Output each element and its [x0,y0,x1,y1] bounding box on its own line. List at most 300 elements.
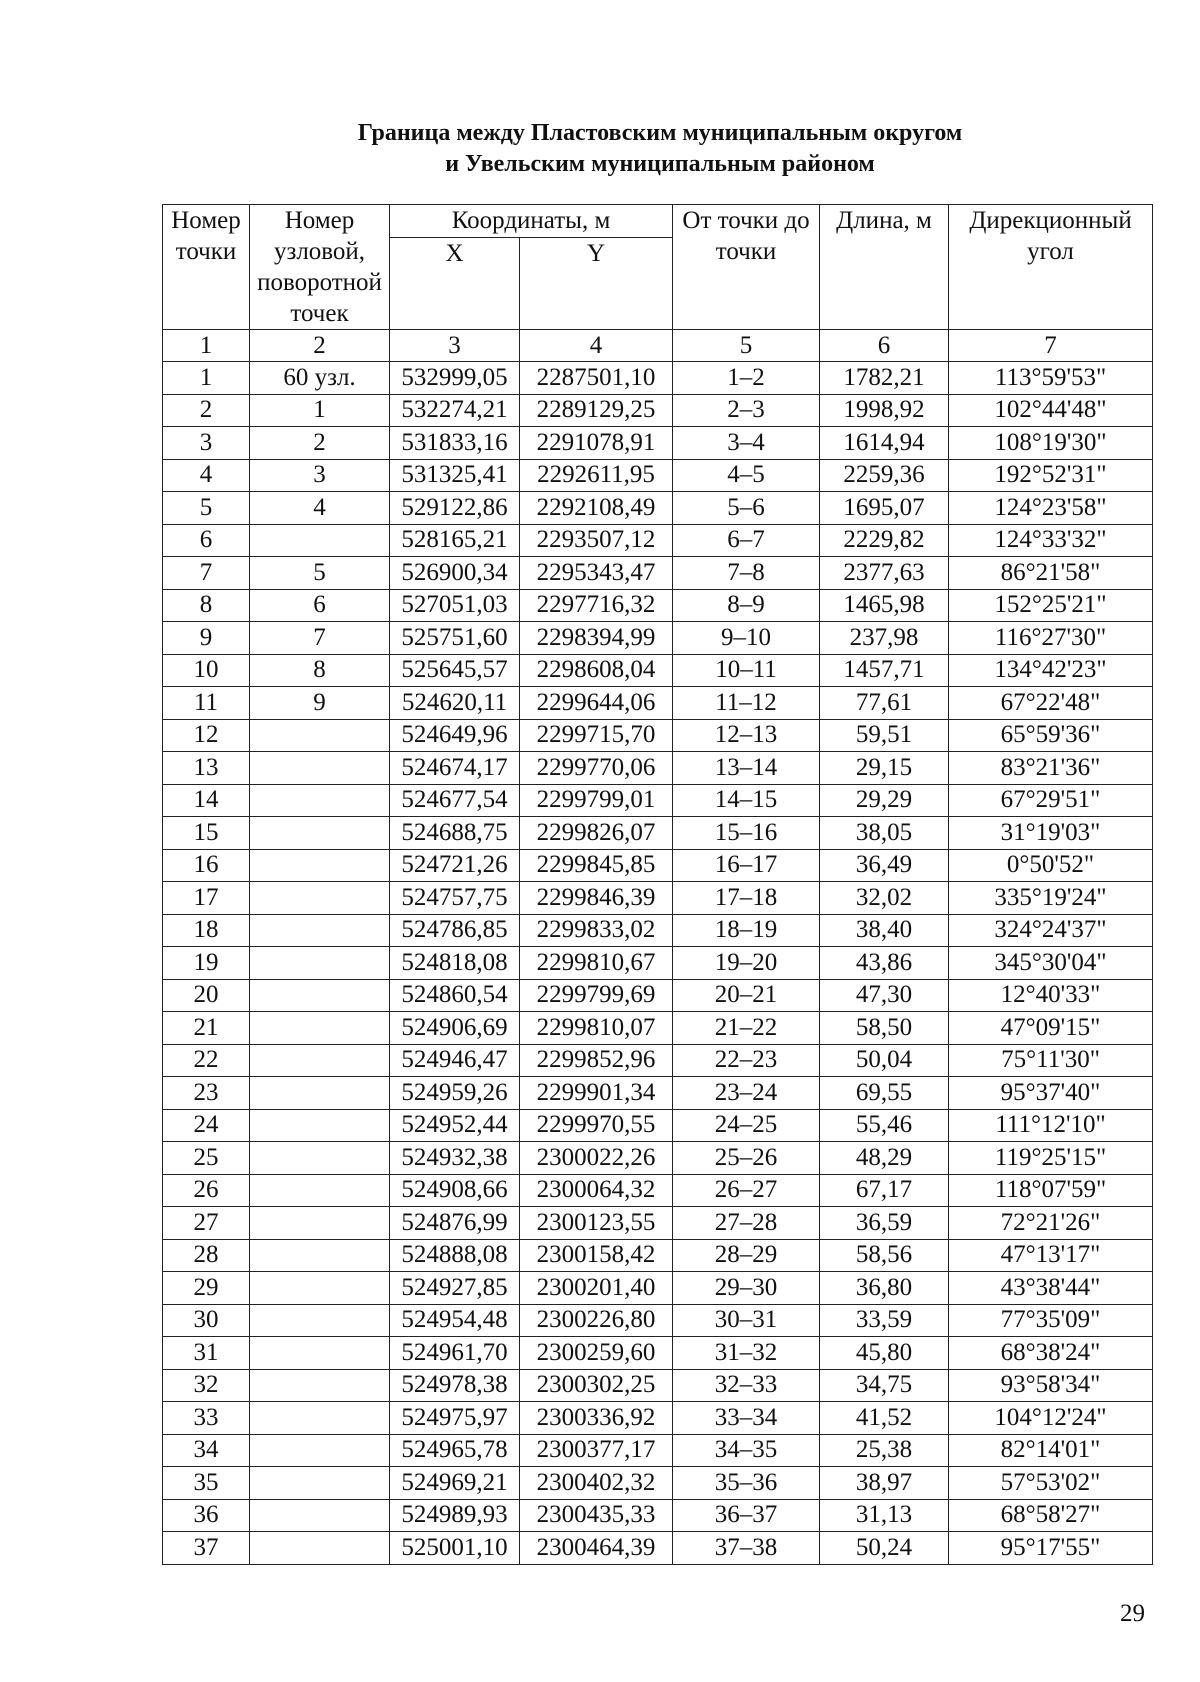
cell-from-to: 1–2 [673,362,820,395]
table-row [163,362,1153,395]
cell-point-number: 17 [163,882,250,915]
page-number: 29 [1120,1600,1145,1627]
cell-y: 2299810,67 [520,947,673,980]
table-row [163,622,1153,655]
cell-from-to: 26–27 [673,1174,820,1207]
cell-angle: 118°07'59" [949,1174,1153,1207]
cell-from-to: 17–18 [673,882,820,915]
cell-length: 69,55 [820,1077,949,1110]
cell-y: 2289129,25 [520,394,673,427]
cell-x: 528165,21 [390,524,520,557]
cell-node-number: 3 [250,459,390,492]
cell-x: 524757,75 [390,882,520,915]
cell-from-to: 8–9 [673,589,820,622]
cell-x: 525001,10 [390,1532,520,1565]
cell-length: 58,56 [820,1239,949,1272]
document-title [160,118,1160,180]
cell-node-number [250,1467,390,1500]
cell-y: 2299644,06 [520,687,673,720]
cell-length: 34,75 [820,1369,949,1402]
table-row [163,492,1153,525]
cell-angle: 124°33'32" [949,524,1153,557]
cell-angle: 86°21'58" [949,557,1153,590]
cell-point-number: 18 [163,914,250,947]
table-header [163,205,1153,362]
cell-from-to: 7–8 [673,557,820,590]
cell-from-to: 23–24 [673,1077,820,1110]
cell-from-to: 11–12 [673,687,820,720]
cell-from-to: 31–32 [673,1337,820,1370]
cell-from-to: 13–14 [673,752,820,785]
table-row [163,947,1153,980]
cell-y: 2299715,70 [520,719,673,752]
cell-point-number: 12 [163,719,250,752]
cell-node-number [250,979,390,1012]
coordinates-table [162,204,1153,1565]
cell-x: 524818,08 [390,947,520,980]
cell-angle: 116°27'30" [949,622,1153,655]
cell-angle: 67°22'48" [949,687,1153,720]
cell-angle: 83°21'36" [949,752,1153,785]
cell-angle: 102°44'48" [949,394,1153,427]
cell-from-to: 29–30 [673,1272,820,1305]
cell-from-to: 24–25 [673,1109,820,1142]
cell-angle: 335°19'24" [949,882,1153,915]
cell-x: 524975,97 [390,1402,520,1435]
cell-x: 529122,86 [390,492,520,525]
cell-x: 524965,78 [390,1434,520,1467]
cell-y: 2299846,39 [520,882,673,915]
cell-point-number: 23 [163,1077,250,1110]
table-row [163,979,1153,1012]
cell-point-number: 20 [163,979,250,1012]
cell-angle: 104°12'24" [949,1402,1153,1435]
cell-point-number: 32 [163,1369,250,1402]
cell-from-to: 14–15 [673,784,820,817]
cell-angle: 119°25'15" [949,1142,1153,1175]
column-number: 5 [673,330,820,362]
cell-x: 524946,47 [390,1044,520,1077]
cell-x: 524906,69 [390,1012,520,1045]
cell-y: 2299799,01 [520,784,673,817]
cell-node-number [250,1012,390,1045]
cell-from-to: 20–21 [673,979,820,1012]
table-row [163,914,1153,947]
cell-point-number: 31 [163,1337,250,1370]
table-row [163,784,1153,817]
cell-x: 524786,85 [390,914,520,947]
cell-point-number: 6 [163,524,250,557]
cell-node-number [250,882,390,915]
cell-node-number [250,849,390,882]
table-row [163,752,1153,785]
column-number: 2 [250,330,390,362]
table-row [163,1337,1153,1370]
cell-y: 2300022,26 [520,1142,673,1175]
table-row [163,1304,1153,1337]
table-row [163,1012,1153,1045]
cell-from-to: 15–16 [673,817,820,850]
column-number-row [163,330,1153,362]
table-row [163,719,1153,752]
cell-x: 526900,34 [390,557,520,590]
cell-y: 2299810,07 [520,1012,673,1045]
cell-x: 524969,21 [390,1467,520,1500]
cell-length: 43,86 [820,947,949,980]
cell-y: 2300201,40 [520,1272,673,1305]
cell-node-number [250,1402,390,1435]
cell-node-number: 9 [250,687,390,720]
cell-length: 33,59 [820,1304,949,1337]
cell-from-to: 21–22 [673,1012,820,1045]
cell-point-number: 13 [163,752,250,785]
table-row [163,459,1153,492]
cell-angle: 57°53'02" [949,1467,1153,1500]
title-line-1: Граница между Пластовским муниципальным округом [357,120,963,146]
cell-point-number: 7 [163,557,250,590]
cell-node-number [250,752,390,785]
cell-node-number: 2 [250,427,390,460]
cell-x: 532999,05 [390,362,520,395]
cell-x: 524908,66 [390,1174,520,1207]
cell-from-to: 32–33 [673,1369,820,1402]
table-row [163,1499,1153,1532]
cell-length: 1695,07 [820,492,949,525]
cell-point-number: 4 [163,459,250,492]
cell-length: 1465,98 [820,589,949,622]
cell-point-number: 22 [163,1044,250,1077]
cell-node-number [250,914,390,947]
cell-node-number [250,784,390,817]
header-length: Длина, м [820,205,949,330]
cell-x: 527051,03 [390,589,520,622]
cell-point-number: 37 [163,1532,250,1565]
cell-length: 47,30 [820,979,949,1012]
cell-node-number [250,1207,390,1240]
cell-point-number: 19 [163,947,250,980]
table-row [163,1434,1153,1467]
cell-from-to: 6–7 [673,524,820,557]
table-row [163,524,1153,557]
cell-point-number: 30 [163,1304,250,1337]
cell-length: 31,13 [820,1499,949,1532]
cell-y: 2300226,80 [520,1304,673,1337]
cell-point-number: 29 [163,1272,250,1305]
cell-angle: 324°24'37" [949,914,1153,947]
cell-angle: 65°59'36" [949,719,1153,752]
cell-node-number: 60 узл. [250,362,390,395]
cell-from-to: 18–19 [673,914,820,947]
table-row [163,1174,1153,1207]
cell-angle: 43°38'44" [949,1272,1153,1305]
cell-from-to: 35–36 [673,1467,820,1500]
table-row [163,1467,1153,1500]
cell-from-to: 25–26 [673,1142,820,1175]
cell-point-number: 26 [163,1174,250,1207]
table-row [163,1142,1153,1175]
header-coordinates: Координаты, м [390,205,673,238]
cell-y: 2299799,69 [520,979,673,1012]
cell-angle: 47°09'15" [949,1012,1153,1045]
cell-from-to: 34–35 [673,1434,820,1467]
cell-point-number: 3 [163,427,250,460]
cell-point-number: 9 [163,622,250,655]
cell-node-number [250,1272,390,1305]
table-row [163,849,1153,882]
cell-length: 77,61 [820,687,949,720]
cell-y: 2287501,10 [520,362,673,395]
cell-point-number: 2 [163,394,250,427]
cell-node-number [250,1142,390,1175]
cell-y: 2293507,12 [520,524,673,557]
cell-from-to: 28–29 [673,1239,820,1272]
cell-length: 36,80 [820,1272,949,1305]
cell-y: 2295343,47 [520,557,673,590]
cell-length: 36,59 [820,1207,949,1240]
cell-point-number: 1 [163,362,250,395]
cell-node-number [250,947,390,980]
cell-from-to: 3–4 [673,427,820,460]
table-row [163,1402,1153,1435]
cell-x: 525645,57 [390,654,520,687]
cell-angle: 68°58'27" [949,1499,1153,1532]
cell-length: 25,38 [820,1434,949,1467]
cell-angle: 345°30'04" [949,947,1153,980]
cell-point-number: 28 [163,1239,250,1272]
cell-from-to: 37–38 [673,1532,820,1565]
cell-from-to: 22–23 [673,1044,820,1077]
cell-length: 29,15 [820,752,949,785]
cell-x: 524860,54 [390,979,520,1012]
cell-node-number [250,1499,390,1532]
cell-length: 2229,82 [820,524,949,557]
column-number: 1 [163,330,250,362]
table-row [163,1077,1153,1110]
cell-length: 67,17 [820,1174,949,1207]
cell-y: 2300123,55 [520,1207,673,1240]
cell-angle: 82°14'01" [949,1434,1153,1467]
cell-length: 29,29 [820,784,949,817]
cell-node-number [250,524,390,557]
cell-length: 48,29 [820,1142,949,1175]
cell-angle: 134°42'23" [949,654,1153,687]
cell-x: 524674,17 [390,752,520,785]
cell-y: 2298608,04 [520,654,673,687]
cell-length: 55,46 [820,1109,949,1142]
cell-point-number: 34 [163,1434,250,1467]
cell-from-to: 30–31 [673,1304,820,1337]
cell-x: 524888,08 [390,1239,520,1272]
column-number: 3 [390,330,520,362]
cell-x: 524954,48 [390,1304,520,1337]
cell-angle: 68°38'24" [949,1337,1153,1370]
cell-node-number [250,1109,390,1142]
cell-from-to: 4–5 [673,459,820,492]
cell-x: 532274,21 [390,394,520,427]
cell-point-number: 15 [163,817,250,850]
cell-angle: 108°19'30" [949,427,1153,460]
cell-y: 2300064,32 [520,1174,673,1207]
cell-angle: 113°59'53" [949,362,1153,395]
cell-y: 2299770,06 [520,752,673,785]
cell-angle: 95°37'40" [949,1077,1153,1110]
cell-from-to: 36–37 [673,1499,820,1532]
column-number: 6 [820,330,949,362]
cell-from-to: 12–13 [673,719,820,752]
cell-angle: 12°40'33" [949,979,1153,1012]
cell-x: 524959,26 [390,1077,520,1110]
cell-point-number: 8 [163,589,250,622]
cell-node-number: 6 [250,589,390,622]
cell-y: 2300302,25 [520,1369,673,1402]
cell-x: 524649,96 [390,719,520,752]
cell-from-to: 16–17 [673,849,820,882]
cell-point-number: 10 [163,654,250,687]
cell-x: 524932,38 [390,1142,520,1175]
cell-y: 2291078,91 [520,427,673,460]
cell-node-number [250,1239,390,1272]
cell-length: 1457,71 [820,654,949,687]
cell-length: 1614,94 [820,427,949,460]
cell-node-number [250,1174,390,1207]
cell-length: 38,05 [820,817,949,850]
cell-node-number [250,719,390,752]
header-node-number: Номер узловой, поворотной точек [250,205,390,330]
cell-point-number: 16 [163,849,250,882]
cell-y: 2300464,39 [520,1532,673,1565]
cell-point-number: 21 [163,1012,250,1045]
column-number: 7 [949,330,1153,362]
header-from-to: От точки до точки [673,205,820,330]
table-row [163,1109,1153,1142]
table-row [163,1044,1153,1077]
cell-x: 524961,70 [390,1337,520,1370]
cell-node-number [250,1369,390,1402]
cell-from-to: 10–11 [673,654,820,687]
cell-x: 524978,38 [390,1369,520,1402]
cell-length: 2377,63 [820,557,949,590]
cell-angle: 75°11'30" [949,1044,1153,1077]
cell-point-number: 14 [163,784,250,817]
cell-x: 531325,41 [390,459,520,492]
cell-x: 525751,60 [390,622,520,655]
table-row [163,589,1153,622]
cell-y: 2300158,42 [520,1239,673,1272]
cell-point-number: 11 [163,687,250,720]
table-row [163,557,1153,590]
cell-angle: 152°25'21" [949,589,1153,622]
cell-length: 50,04 [820,1044,949,1077]
cell-node-number [250,1337,390,1370]
header-angle: Дирекционный угол [949,205,1153,330]
table-row [163,1272,1153,1305]
cell-length: 59,51 [820,719,949,752]
cell-node-number: 5 [250,557,390,590]
cell-node-number: 8 [250,654,390,687]
cell-from-to: 5–6 [673,492,820,525]
cell-y: 2300402,32 [520,1467,673,1500]
table-row [163,817,1153,850]
cell-y: 2298394,99 [520,622,673,655]
table-row [163,394,1153,427]
cell-point-number: 36 [163,1499,250,1532]
cell-point-number: 33 [163,1402,250,1435]
cell-x: 524688,75 [390,817,520,850]
cell-length: 45,80 [820,1337,949,1370]
cell-x: 524721,26 [390,849,520,882]
table-row [163,427,1153,460]
cell-x: 524989,93 [390,1499,520,1532]
column-number: 4 [520,330,673,362]
cell-y: 2300336,92 [520,1402,673,1435]
cell-length: 237,98 [820,622,949,655]
table-row [163,1239,1153,1272]
cell-angle: 93°58'34" [949,1369,1153,1402]
cell-x: 531833,16 [390,427,520,460]
cell-x: 524620,11 [390,687,520,720]
cell-length: 2259,36 [820,459,949,492]
cell-point-number: 24 [163,1109,250,1142]
cell-from-to: 2–3 [673,394,820,427]
table-body [163,362,1153,1565]
cell-point-number: 5 [163,492,250,525]
cell-y: 2299852,96 [520,1044,673,1077]
cell-y: 2292108,49 [520,492,673,525]
cell-angle: 47°13'17" [949,1239,1153,1272]
cell-angle: 77°35'09" [949,1304,1153,1337]
cell-length: 50,24 [820,1532,949,1565]
cell-y: 2299970,55 [520,1109,673,1142]
cell-x: 524927,85 [390,1272,520,1305]
cell-length: 36,49 [820,849,949,882]
cell-y: 2299845,85 [520,849,673,882]
header-x: X [390,238,520,330]
cell-length: 38,40 [820,914,949,947]
cell-length: 32,02 [820,882,949,915]
table-row [163,1207,1153,1240]
title-line-2: и Увельским муниципальным районом [445,151,875,177]
cell-y: 2292611,95 [520,459,673,492]
cell-from-to: 9–10 [673,622,820,655]
cell-y: 2300259,60 [520,1337,673,1370]
header-y: Y [520,238,673,330]
cell-length: 41,52 [820,1402,949,1435]
cell-node-number [250,1434,390,1467]
cell-node-number: 4 [250,492,390,525]
cell-y: 2299826,07 [520,817,673,850]
cell-length: 1782,21 [820,362,949,395]
cell-angle: 124°23'58" [949,492,1153,525]
cell-from-to: 27–28 [673,1207,820,1240]
cell-x: 524952,44 [390,1109,520,1142]
cell-node-number [250,817,390,850]
cell-point-number: 27 [163,1207,250,1240]
table-row [163,1532,1153,1565]
cell-node-number: 1 [250,394,390,427]
table-row [163,687,1153,720]
table-row [163,882,1153,915]
table-row [163,1369,1153,1402]
cell-x: 524677,54 [390,784,520,817]
cell-from-to: 19–20 [673,947,820,980]
cell-y: 2297716,32 [520,589,673,622]
cell-angle: 95°17'55" [949,1532,1153,1565]
cell-angle: 111°12'10" [949,1109,1153,1142]
cell-y: 2299901,34 [520,1077,673,1110]
table-row [163,654,1153,687]
cell-node-number [250,1304,390,1337]
cell-x: 524876,99 [390,1207,520,1240]
